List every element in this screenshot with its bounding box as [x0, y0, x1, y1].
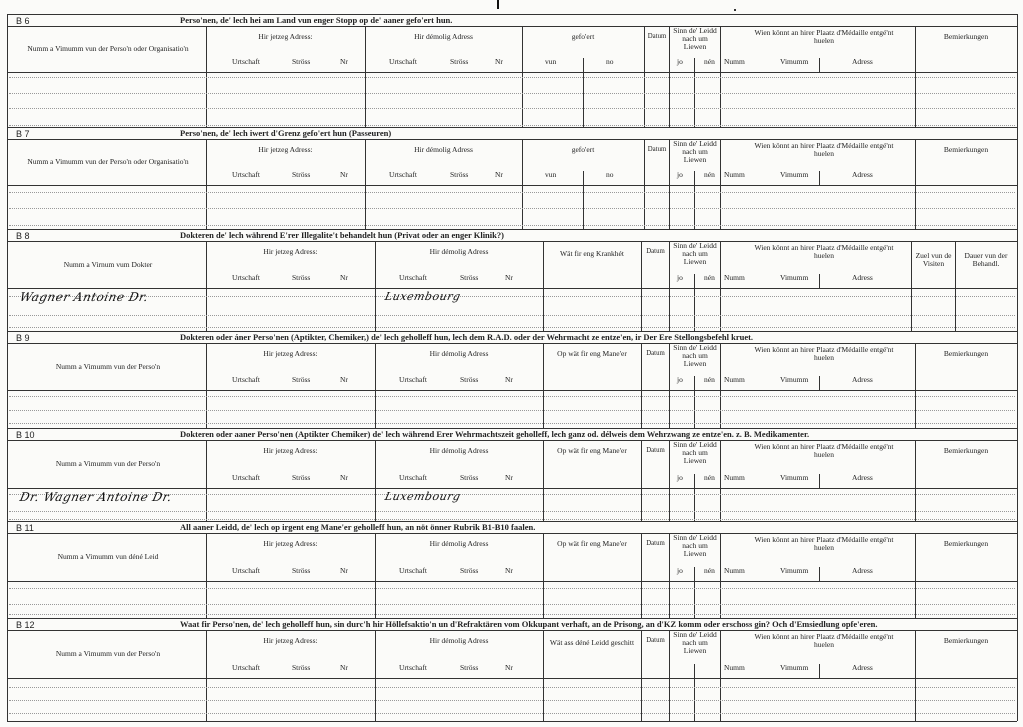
column-header-driven: gefo'ert — [571, 145, 595, 154]
column-header-current-address: Hir jetzeg Adress: — [263, 349, 318, 358]
handwritten-name: Wagner Antoine Dr. — [18, 290, 150, 304]
section-title: Dokteren de' lech während E'rer Illegalite't behandelt hun (Privat oder an enger Klinik?) — [180, 230, 504, 240]
label-number: Nr — [505, 375, 513, 384]
column-header-medal: Wien könnt an hirer Plaatz d'Médaille entgé'nt huelen — [754, 535, 894, 552]
label-no: nén — [704, 57, 715, 66]
column-divider — [669, 440, 670, 521]
section-code: B 8 — [16, 231, 30, 241]
column-header-name: Numm a Vimumm vun der Perso'n oder Organisatio'n — [27, 157, 189, 166]
label-street: Ströss — [292, 273, 311, 282]
column-header-medal: Wien könnt an hirer Plaatz d'Médaille entgé'nt huelen — [754, 632, 894, 649]
label-street: Ströss — [460, 473, 479, 482]
column-header-name: Numm a Vimumm vun der Perso'n — [55, 459, 161, 468]
label-medal-firstname: Vimumm — [780, 473, 809, 482]
label-medal-address: Adress — [852, 57, 873, 66]
label-number: Nr — [505, 473, 513, 482]
section-top-rule — [7, 14, 1017, 15]
label-yes: jo — [677, 473, 683, 482]
right-border — [1017, 618, 1018, 721]
section-code: B 6 — [16, 16, 30, 26]
column-header-former-address: Hir démolig Adress — [429, 446, 489, 455]
dotted-line — [9, 423, 1015, 424]
left-border — [7, 331, 8, 428]
header-bottom-rule — [7, 678, 1017, 679]
label-medal-address: Adress — [852, 375, 873, 384]
column-header-manner: Op wät fir eng Mane'er — [557, 349, 627, 358]
right-border — [1017, 331, 1018, 428]
dotted-line — [9, 208, 1015, 209]
column-header-visits: Zuel vun de Visiten — [915, 251, 952, 268]
label-number: Nr — [505, 566, 513, 575]
handwritten-place: Luxembourg — [383, 490, 462, 503]
label-medal-firstname: Vimumm — [780, 375, 809, 384]
label-street: Ströss — [292, 663, 311, 672]
label-place: Urtschaft — [399, 473, 427, 482]
label-place: Urtschaft — [399, 663, 427, 672]
column-header-sense: Sinn de' Leidd nach um Liewen — [673, 139, 717, 164]
label-to: no — [606, 57, 614, 66]
section-code: B 10 — [16, 430, 35, 440]
section-code: B 11 — [16, 523, 34, 533]
column-header-remarks: Bemierkungen — [943, 32, 989, 41]
label-no: nén — [704, 375, 715, 384]
column-header-current-address: Hir jetzeg Adress: — [258, 145, 313, 154]
column-header-name: Numm a Vimumm vun der Perso'n — [55, 649, 161, 658]
label-place: Urtschaft — [389, 170, 417, 179]
column-header-date: Datum — [646, 447, 665, 454]
label-place: Urtschaft — [399, 566, 427, 575]
dotted-line — [9, 108, 1015, 109]
section-title: Dokteren oder áner Perso'nen (Aptikter, Chemiker,) de' lech geholleff hun, lech dem R.A.D. oder der Wehrmacht ze entze'en, ir Der Ere Stellongsbefehl kruet. — [180, 332, 754, 342]
column-header-former-address: Hir démolig Adress — [414, 32, 473, 41]
column-header-driven: gefo'ert — [571, 32, 595, 41]
subcolumn-divider — [694, 274, 695, 331]
dotted-line — [9, 396, 1015, 397]
header-top-rule — [7, 343, 1017, 344]
section-title: Perso'nen, de' lech iwert d'Grenz gefo'ert hun (Passeuren) — [180, 128, 392, 138]
column-header-former-address: Hir démolig Adress — [429, 247, 489, 256]
dotted-line — [9, 315, 1015, 316]
subcolumn-divider — [583, 171, 584, 229]
column-divider — [669, 241, 670, 331]
column-header-former-address: Hir démolig Adress — [429, 636, 489, 645]
column-header-name: Numm a Vimumm vun der Perso'n oder Organisatio'n — [27, 44, 189, 53]
column-header-medal: Wien könnt an hirer Plaatz d'Médaille entgé'nt huelen — [754, 345, 894, 362]
column-divider — [720, 343, 721, 428]
header-bottom-rule — [7, 390, 1017, 391]
right-border — [1017, 428, 1018, 521]
dotted-line — [9, 77, 1015, 78]
label-place: Urtschaft — [232, 566, 260, 575]
column-header-name: Numm a Vimumm vun déné Leid — [57, 552, 159, 561]
column-header-medal: Wien könnt an hirer Plaatz d'Médaille entgé'nt huelen — [754, 28, 894, 45]
subcolumn-divider — [819, 58, 820, 72]
right-border — [1017, 229, 1018, 331]
column-header-what: Wät ass déné Leidd geschitt — [549, 638, 635, 647]
dotted-line — [9, 519, 1015, 520]
dotted-line — [9, 125, 1015, 126]
left-border — [7, 14, 8, 127]
section-title: Perso'nen, de' lech hei am Land vun enger Stopp op de' aaner gefo'ert hun. — [180, 15, 453, 25]
header-bottom-rule — [7, 185, 1017, 186]
dotted-line — [9, 700, 1015, 701]
column-header-former-address: Hir démolig Adress — [429, 539, 489, 548]
left-border — [7, 618, 8, 721]
column-header-medal: Wien könnt an hirer Plaatz d'Médaille entgé'nt huelen — [754, 141, 894, 158]
dotted-line — [9, 511, 1015, 512]
label-medal-firstname: Vimumm — [780, 273, 809, 282]
column-header-current-address: Hir jetzeg Adress: — [258, 32, 313, 41]
label-medal-firstname: Vimumm — [780, 566, 809, 575]
subcolumn-divider — [819, 376, 820, 390]
dotted-line — [9, 225, 1015, 226]
column-header-current-address: Hir jetzeg Adress: — [263, 446, 318, 455]
column-header-sense: Sinn de' Leidd nach um Liewen — [673, 241, 717, 266]
left-border — [7, 521, 8, 618]
label-street: Ströss — [292, 566, 311, 575]
label-medal-address: Adress — [852, 170, 873, 179]
section-code: B 7 — [16, 129, 30, 139]
column-divider — [720, 533, 721, 618]
label-yes: jo — [677, 273, 683, 282]
label-number: Nr — [340, 57, 348, 66]
subcolumn-divider — [819, 274, 820, 288]
column-divider — [720, 440, 721, 521]
column-header-former-address: Hir démolig Adress — [414, 145, 473, 154]
label-place: Urtschaft — [232, 375, 260, 384]
section-top-rule — [7, 618, 1017, 619]
column-header-current-address: Hir jetzeg Adress: — [263, 247, 318, 256]
label-street: Ströss — [450, 57, 469, 66]
label-street: Ströss — [460, 663, 479, 672]
label-number: Nr — [340, 273, 348, 282]
label-medal-name: Numm — [724, 663, 745, 672]
subcolumn-divider — [819, 474, 820, 488]
header-top-rule — [7, 139, 1017, 140]
label-street: Ströss — [292, 473, 311, 482]
section-title: All aaner Leidd, de' lech op irgent eng Mane'er geholleff hun, an nöt önner Rubrik B1-B10 faalen. — [180, 522, 536, 532]
column-header-current-address: Hir jetzeg Adress: — [263, 539, 318, 548]
column-header-date: Datum — [646, 248, 665, 255]
column-header-sense: Sinn de' Leidd nach um Liewen — [673, 343, 717, 368]
label-medal-address: Adress — [852, 566, 873, 575]
column-divider — [669, 343, 670, 428]
label-place: Urtschaft — [232, 57, 260, 66]
column-header-name: Numm a Virnum vum Dokter — [63, 259, 153, 269]
label-yes: jo — [677, 566, 683, 575]
column-header-remarks: Bemierkungen — [943, 145, 989, 154]
header-bottom-rule — [7, 488, 1017, 489]
dotted-line — [9, 296, 1015, 297]
label-number: Nr — [505, 273, 513, 282]
column-header-current-address: Hir jetzeg Adress: — [263, 636, 318, 645]
label-from: vun — [545, 170, 557, 179]
dotted-line — [9, 604, 1015, 605]
column-header-date: Datum — [647, 146, 667, 153]
left-border — [7, 428, 8, 521]
column-header-sense: Sinn de' Leidd nach um Liewen — [673, 630, 717, 655]
column-divider — [669, 533, 670, 618]
label-street: Ströss — [460, 375, 479, 384]
label-from: vun — [545, 57, 557, 66]
header-top-rule — [7, 533, 1017, 534]
section-code: B 12 — [16, 620, 35, 630]
dotted-line — [9, 713, 1015, 714]
handwritten-place: Luxembourg — [383, 290, 462, 303]
subcolumn-divider — [819, 664, 820, 678]
column-header-date: Datum — [646, 350, 665, 357]
header-top-rule — [7, 440, 1017, 441]
column-header-medal: Wien könnt an hirer Plaatz d'Médaille entgé'nt huelen — [754, 442, 894, 459]
section-top-rule — [7, 229, 1017, 230]
left-border — [7, 127, 8, 229]
top-bar-mark — [497, 0, 499, 9]
label-yes: jo — [677, 170, 683, 179]
subcolumn-divider — [694, 567, 695, 618]
column-header-illness: Wät fir eng Krankhét — [560, 249, 624, 258]
label-place: Urtschaft — [399, 375, 427, 384]
section-top-rule — [7, 521, 1017, 522]
section-code: B 9 — [16, 333, 30, 343]
column-header-manner: Op wät fir eng Mane'er — [557, 446, 627, 455]
header-top-rule — [7, 630, 1017, 631]
column-header-date: Datum — [646, 540, 665, 547]
subcolumn-divider — [694, 474, 695, 521]
label-no: nén — [704, 473, 715, 482]
label-medal-address: Adress — [852, 273, 873, 282]
column-divider — [669, 630, 670, 721]
dotted-line — [9, 410, 1015, 411]
label-place: Urtschaft — [232, 473, 260, 482]
subcolumn-divider — [694, 376, 695, 428]
header-top-rule — [7, 241, 1017, 242]
label-number: Nr — [495, 170, 503, 179]
column-header-date: Datum — [647, 33, 667, 40]
column-header-remarks: Bemierkungen — [943, 446, 989, 455]
label-medal-name: Numm — [724, 273, 745, 282]
right-border — [1017, 14, 1018, 127]
top-margin-dot — [734, 9, 736, 11]
dotted-line — [9, 614, 1015, 615]
column-header-sense: Sinn de' Leidd nach um Liewen — [673, 26, 717, 51]
handwritten-name: Dr. Wagner Antoine Dr. — [18, 490, 174, 504]
label-street: Ströss — [460, 566, 479, 575]
label-number: Nr — [340, 663, 348, 672]
label-place: Urtschaft — [232, 170, 260, 179]
label-number: Nr — [340, 473, 348, 482]
label-to: no — [606, 170, 614, 179]
label-medal-name: Numm — [724, 170, 745, 179]
column-divider — [720, 630, 721, 721]
label-street: Ströss — [292, 170, 311, 179]
label-number: Nr — [340, 375, 348, 384]
label-place: Urtschaft — [389, 57, 417, 66]
column-header-former-address: Hir démolig Adress — [429, 349, 489, 358]
dotted-line — [9, 687, 1015, 688]
subcolumn-divider — [819, 567, 820, 581]
column-divider — [720, 241, 721, 331]
label-medal-address: Adress — [852, 473, 873, 482]
label-medal-firstname: Vimumm — [780, 57, 809, 66]
label-no: nén — [704, 566, 715, 575]
label-medal-name: Numm — [724, 57, 745, 66]
label-number: Nr — [340, 566, 348, 575]
label-no: nén — [704, 170, 715, 179]
label-street: Ströss — [292, 57, 311, 66]
label-medal-address: Adress — [852, 663, 873, 672]
dotted-line — [9, 588, 1015, 589]
column-header-remarks: Bemierkungen — [943, 539, 989, 548]
right-border — [1017, 521, 1018, 618]
label-medal-name: Numm — [724, 473, 745, 482]
label-street: Ströss — [292, 375, 311, 384]
subcolumn-divider — [819, 171, 820, 185]
label-yes: jo — [677, 375, 683, 384]
label-medal-name: Numm — [724, 566, 745, 575]
label-number: Nr — [495, 57, 503, 66]
column-divider — [669, 139, 670, 229]
column-header-remarks: Bemierkungen — [943, 636, 989, 645]
header-bottom-rule — [7, 72, 1017, 73]
column-header-name: Numm a Vimumm vun der Perso'n — [55, 361, 161, 371]
left-border — [7, 229, 8, 331]
label-number: Nr — [505, 663, 513, 672]
header-top-rule — [7, 26, 1017, 27]
header-bottom-rule — [7, 288, 1017, 289]
label-number: Nr — [340, 170, 348, 179]
dotted-line — [9, 192, 1015, 193]
label-medal-name: Numm — [724, 375, 745, 384]
label-yes: jo — [677, 57, 683, 66]
dotted-line — [9, 93, 1015, 94]
column-header-duration: Dauer vun der Behandl. — [964, 251, 1008, 268]
column-header-sense: Sinn de' Leidd nach um Liewen — [673, 533, 717, 558]
column-header-sense: Sinn de' Leidd nach um Liewen — [673, 440, 717, 465]
label-street: Ströss — [450, 170, 469, 179]
section-top-rule — [7, 428, 1017, 429]
column-header-date: Datum — [646, 637, 665, 644]
label-medal-firstname: Vimumm — [780, 663, 809, 672]
column-header-manner: Op wät fir eng Mane'er — [557, 539, 627, 548]
header-bottom-rule — [7, 581, 1017, 582]
dotted-line — [9, 327, 1015, 328]
column-divider — [720, 139, 721, 229]
label-place: Urtschaft — [399, 273, 427, 282]
label-street: Ströss — [460, 273, 479, 282]
column-header-remarks: Bemierkungen — [943, 349, 989, 358]
label-medal-firstname: Vimumm — [780, 170, 809, 179]
label-no: nén — [704, 273, 715, 282]
label-place: Urtschaft — [232, 663, 260, 672]
column-header-medal: Wien könnt an hirer Plaatz d'Médaille entgé'nt huelen — [754, 243, 894, 260]
right-border — [1017, 127, 1018, 229]
page-bottom-rule — [7, 721, 1017, 722]
section-title: Waat fir Perso'nen, de' lech geholleff hun, sin durc'h hir Höllefsaktio'n un d'Refraktären vom Okkupant verhaft, an de Prisong, an d'KZ komm oder erschoss gin? Och d'Emsiedlung opfe'eren. — [180, 619, 878, 629]
section-title: Dokteren oder aaner Perso'nen (Aptikter Chemiker) de' lech während Erer Wehrmachtszeit geholleff, lech ganz od. délweis dem Wehrzwang ze entze'en. z. B. Medikamenter. — [180, 429, 810, 439]
subcolumn-divider — [694, 171, 695, 229]
section-top-rule — [7, 331, 1017, 332]
section-top-rule — [7, 127, 1017, 128]
label-place: Urtschaft — [232, 273, 260, 282]
